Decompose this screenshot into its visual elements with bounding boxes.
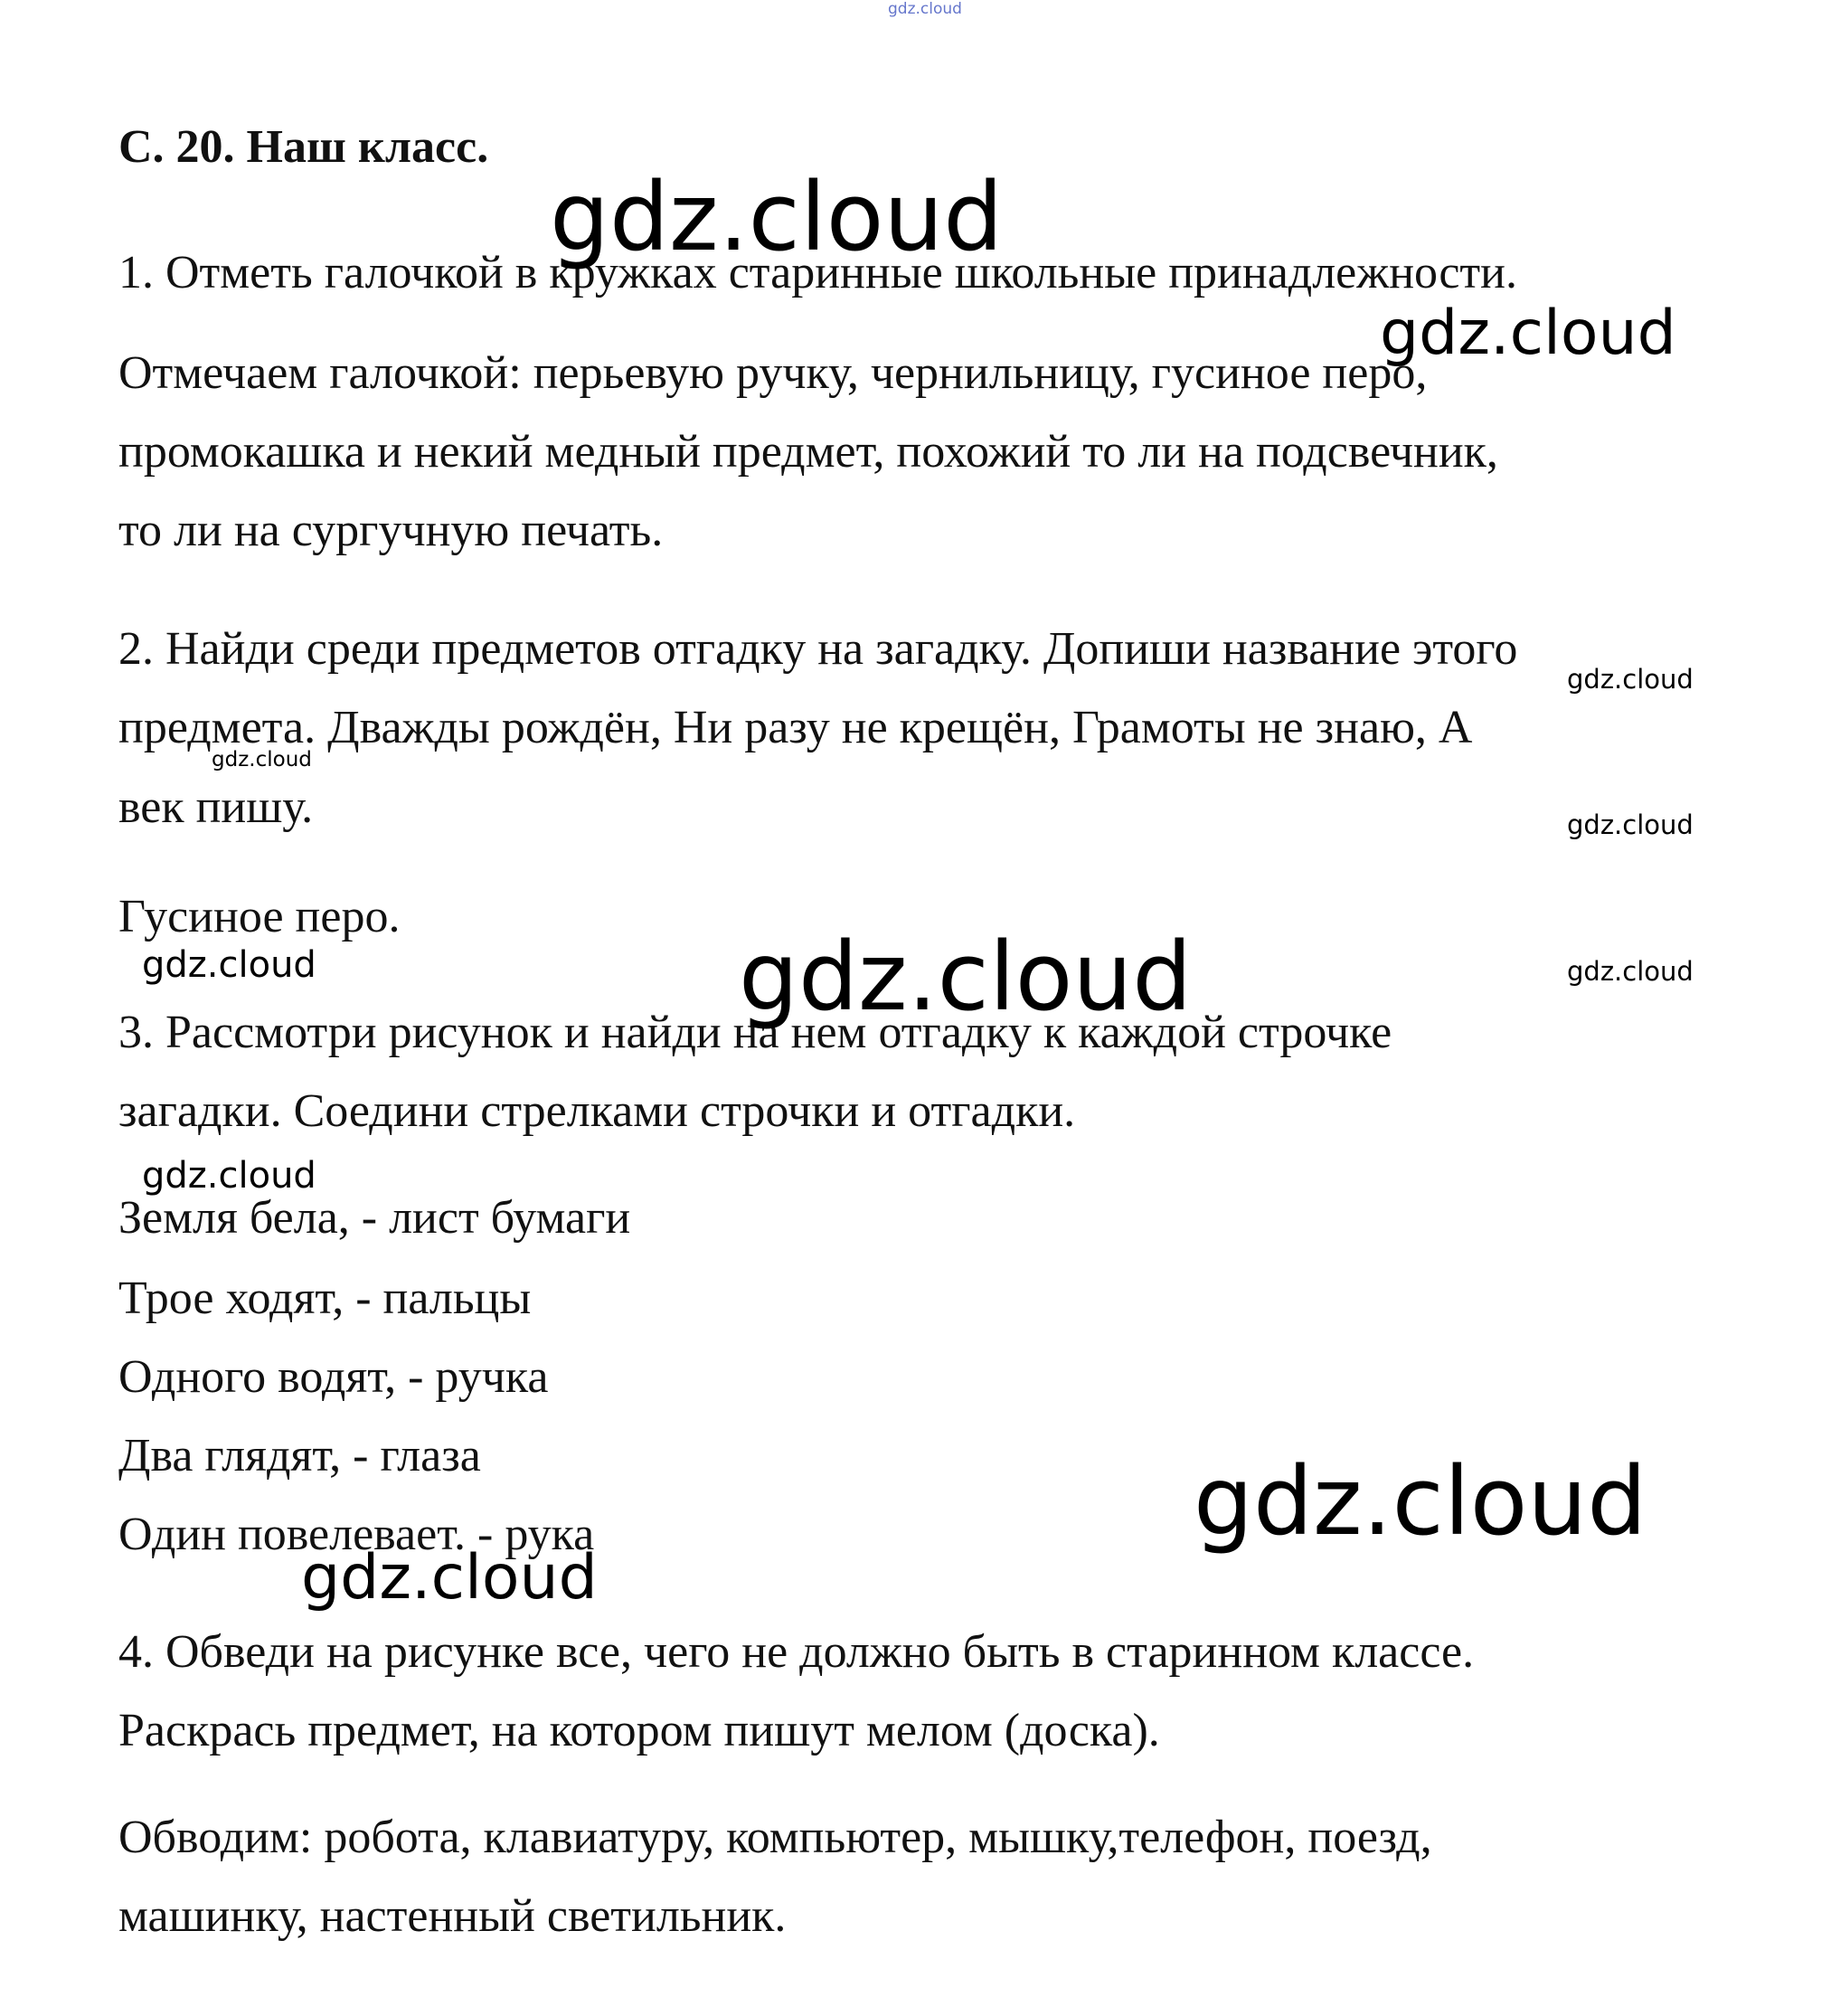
watermark: gdz.cloud xyxy=(739,922,1193,1032)
watermark: gdz.cloud xyxy=(1567,809,1694,840)
task-3-question-line-1: 3. Рассмотри рисунок и найди на нем отгадку к каждой строчке xyxy=(118,1007,1392,1058)
task-2-question-line-1: 2. Найди среди предметов отгадку на загадку. Допиши название этого xyxy=(118,623,1518,675)
watermark: gdz.cloud xyxy=(142,1155,316,1197)
task-2-answer: Гусиное перо. xyxy=(118,891,401,942)
riddle-line-4: Два глядят, - глаза xyxy=(118,1430,481,1481)
task-4-answer-line-2: машинку, настенный светильник. xyxy=(118,1890,787,1942)
task-1-question: 1. Отметь галочкой в кружках старинные школьные принадлежности. xyxy=(118,247,1517,298)
task-2-question-line-3: век пишу. xyxy=(118,781,314,833)
watermark: gdz.cloud xyxy=(1567,664,1694,695)
task-3-question-line-2: загадки. Соедини стрелками строчки и отгадки. xyxy=(118,1085,1076,1137)
watermark: gdz.cloud xyxy=(1380,298,1676,369)
watermark: gdz.cloud xyxy=(550,162,1004,272)
riddle-line-5: Один повелевает. - рука xyxy=(118,1509,595,1560)
riddle-line-1: Земля бела, - лист бумаги xyxy=(118,1192,631,1244)
watermark-top: gdz.cloud xyxy=(888,0,962,18)
task-1-answer-line-3: то ли на сургучную печать. xyxy=(118,505,664,556)
task-4-question-line-1: 4. Обведи на рисунке все, чего не должно быть в старинном классе. xyxy=(118,1626,1475,1678)
task-1-answer-line-2: промокашка и некий медный предмет, похожий то ли на подсвечник, xyxy=(118,426,1498,478)
watermark: gdz.cloud xyxy=(301,1542,598,1614)
riddle-line-2: Трое ходят, - пальцы xyxy=(118,1273,532,1324)
task-1-answer-line-1: Отмечаем галочкой: перьевую ручку, чернильницу, гусиное перо, xyxy=(118,347,1428,399)
task-2-question-line-2: предмета. Дважды рождён, Ни разу не крещён, Грамоты не знаю, А xyxy=(118,702,1473,753)
task-4-question-line-2: Раскрась предмет, на котором пишут мелом (доска). xyxy=(118,1705,1160,1756)
watermark: gdz.cloud xyxy=(1194,1446,1647,1557)
page-title: С. 20. Наш класс. xyxy=(118,121,489,173)
watermark: gdz.cloud xyxy=(212,748,312,771)
task-4-answer-line-1: Обводим: робота, клавиатуру, компьютер, мышку,телефон, поезд, xyxy=(118,1812,1432,1863)
riddle-line-3: Одного водят, - ручка xyxy=(118,1351,549,1403)
watermark: gdz.cloud xyxy=(1567,956,1694,987)
watermark: gdz.cloud xyxy=(142,944,316,986)
